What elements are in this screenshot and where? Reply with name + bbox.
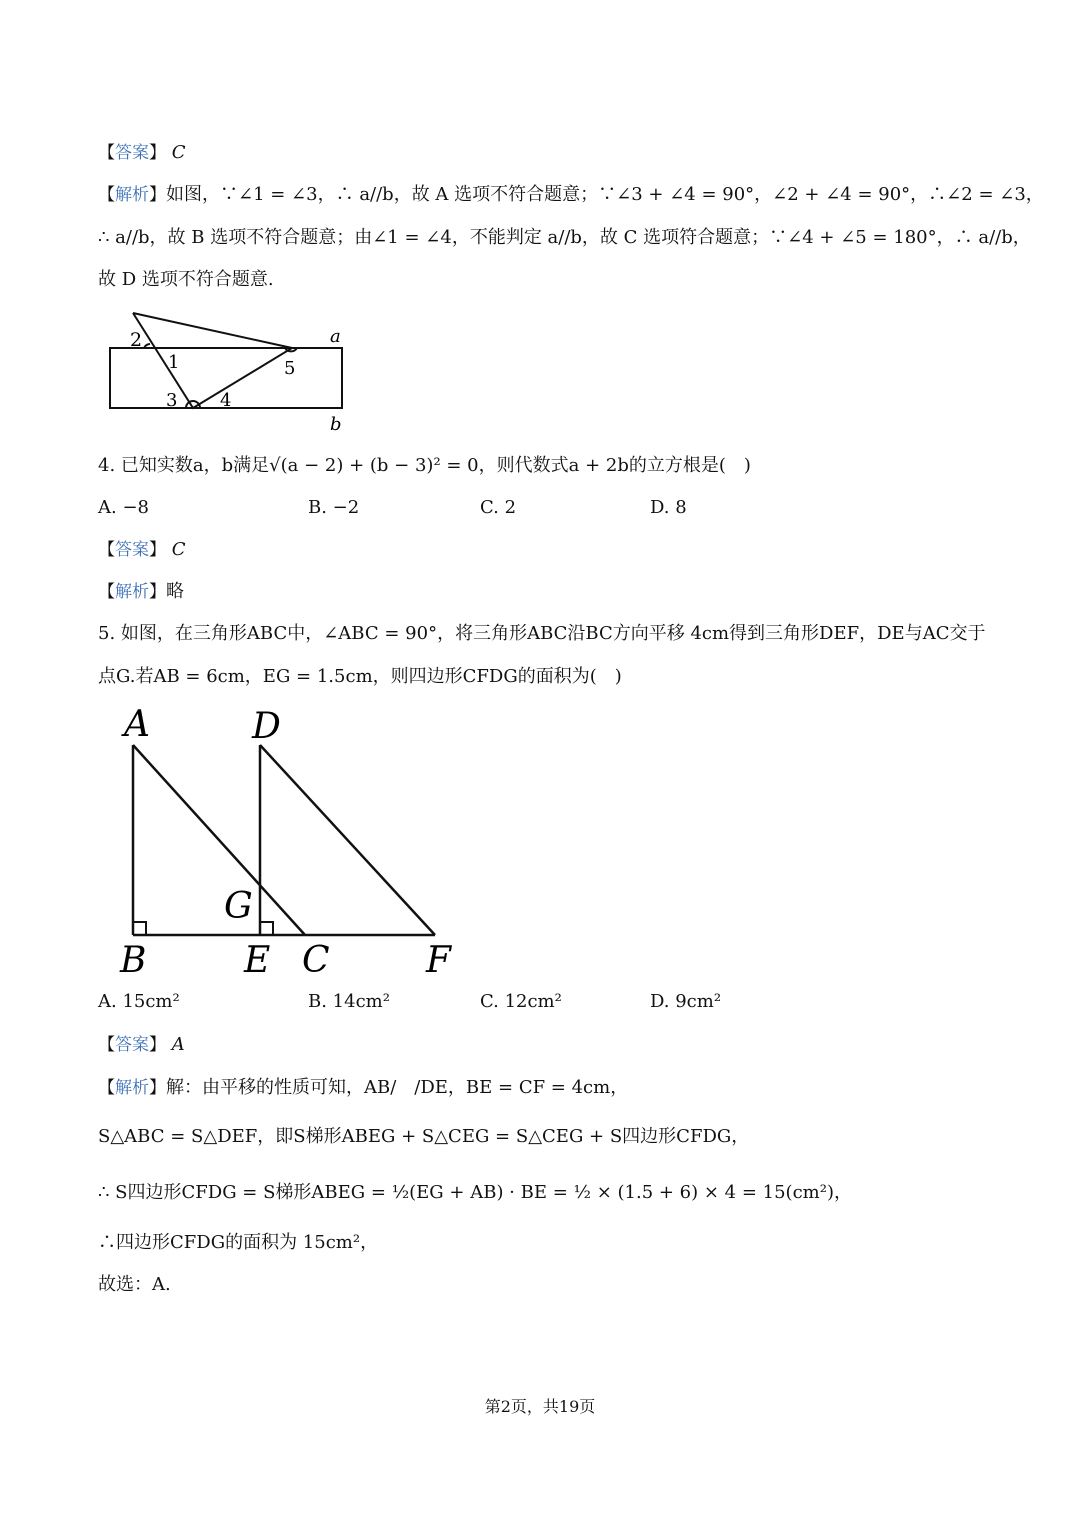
q4-option-b: B. −2 [308, 497, 360, 518]
q5-options [98, 989, 898, 1015]
label-F: F [426, 940, 451, 981]
q5-option-d: D. 9cm² [650, 991, 722, 1012]
segment-AC [133, 745, 305, 935]
q4-option-a: A. −8 [98, 497, 149, 518]
q5-answer-line [98, 1032, 982, 1058]
q3-analysis-line-1: 【解析】如图，∵∠1 = ∠3，∴ a//b，故 A 选项不符合题意；∵∠3 + ∠4 = 90°，∠2 + ∠4 = 90°，∴∠2 = ∠3， [98, 184, 1044, 205]
q5-analysis-line-5: 故选：A. [98, 1274, 171, 1295]
right-angle-E [260, 922, 273, 935]
q3-figure [100, 308, 360, 438]
q3-figure-triangle [133, 313, 292, 408]
analysis-tag: 【解析】 [98, 185, 166, 205]
q3-answer-line [98, 140, 982, 166]
label-A: A [124, 704, 150, 745]
label-B: B [120, 940, 147, 981]
q4-analysis-line: 【解析】略 [98, 581, 184, 602]
q4-options [98, 495, 898, 521]
q5-stem-line-2: 点G.若AB = 6cm，EG = 1.5cm，则四边形CFDG的面积为( ) [98, 666, 622, 687]
q4-answer-value: C [171, 539, 186, 560]
q4-answer-line [98, 537, 982, 563]
right-angle-B [133, 922, 146, 935]
analysis-tag: 【解析】 [98, 1078, 166, 1098]
label-E: E [244, 940, 271, 981]
q5-stem-line-1: 5. 如图，在三角形ABC中，∠ABC = 90°，将三角形ABC沿BC方向平移 4cm得到三角形DEF，DE与AC交于 [98, 623, 986, 644]
label-3: 3 [166, 390, 178, 411]
q4-option-c: C. 2 [480, 497, 517, 518]
page-number: 第2页，共19页 [484, 1397, 596, 1416]
label-G: G [224, 886, 253, 927]
label-b: b [330, 414, 342, 435]
segment-DF [260, 745, 435, 935]
q3-analysis-line-2: ∴ a//b，故 B 选项不符合题意；由∠1 = ∠4，不能判定 a//b，故 C 选项符合题意；∵∠4 + ∠5 = 180°，∴ a//b， [98, 227, 1031, 248]
label-5: 5 [284, 358, 296, 379]
q5-option-c: C. 12cm² [480, 991, 562, 1012]
q4-stem: 4. 已知实数a，b满足√(a − 2) + (b − 3)² = 0，则代数式a + 2b的立方根是( ) [98, 455, 751, 476]
q5-option-a: A. 15cm² [98, 991, 180, 1012]
q5-analysis-line-3: ∴ S四边形CFDG = S梯形ABEG = ½(EG + AB) · BE = ½ × (1.5 + 6) × 4 = 15(cm²)， [98, 1182, 852, 1203]
q5-analysis-line-4: ∴四边形CFDG的面积为 15cm²， [98, 1232, 379, 1253]
label-C: C [302, 940, 330, 981]
answer-tag: 【答案】 [98, 540, 166, 560]
q3-answer-value: C [171, 142, 186, 163]
q5-analysis-line-1: 【解析】解：由平移的性质可知，AB/ /DE，BE = CF = 4cm， [98, 1077, 629, 1098]
q5-option-b: B. 14cm² [308, 991, 390, 1012]
answer-tag: 【答案】 [98, 143, 166, 163]
q5-analysis-line-2: S△ABC = S△DEF，即S梯形ABEG + S△CEG = S△CEG + S四边形CFDG， [98, 1126, 750, 1147]
label-1: 1 [168, 352, 180, 373]
q5-answer-value: A [171, 1034, 185, 1055]
q3-analysis-line-3: 故 D 选项不符合题意. [98, 269, 274, 290]
q5-figure [110, 700, 470, 985]
label-a: a [330, 326, 341, 347]
q4-option-d: D. 8 [650, 497, 687, 518]
label-4: 4 [220, 390, 232, 411]
label-2: 2 [130, 329, 143, 351]
label-D: D [252, 706, 281, 747]
analysis-tag: 【解析】 [98, 582, 166, 602]
answer-tag: 【答案】 [98, 1035, 166, 1055]
